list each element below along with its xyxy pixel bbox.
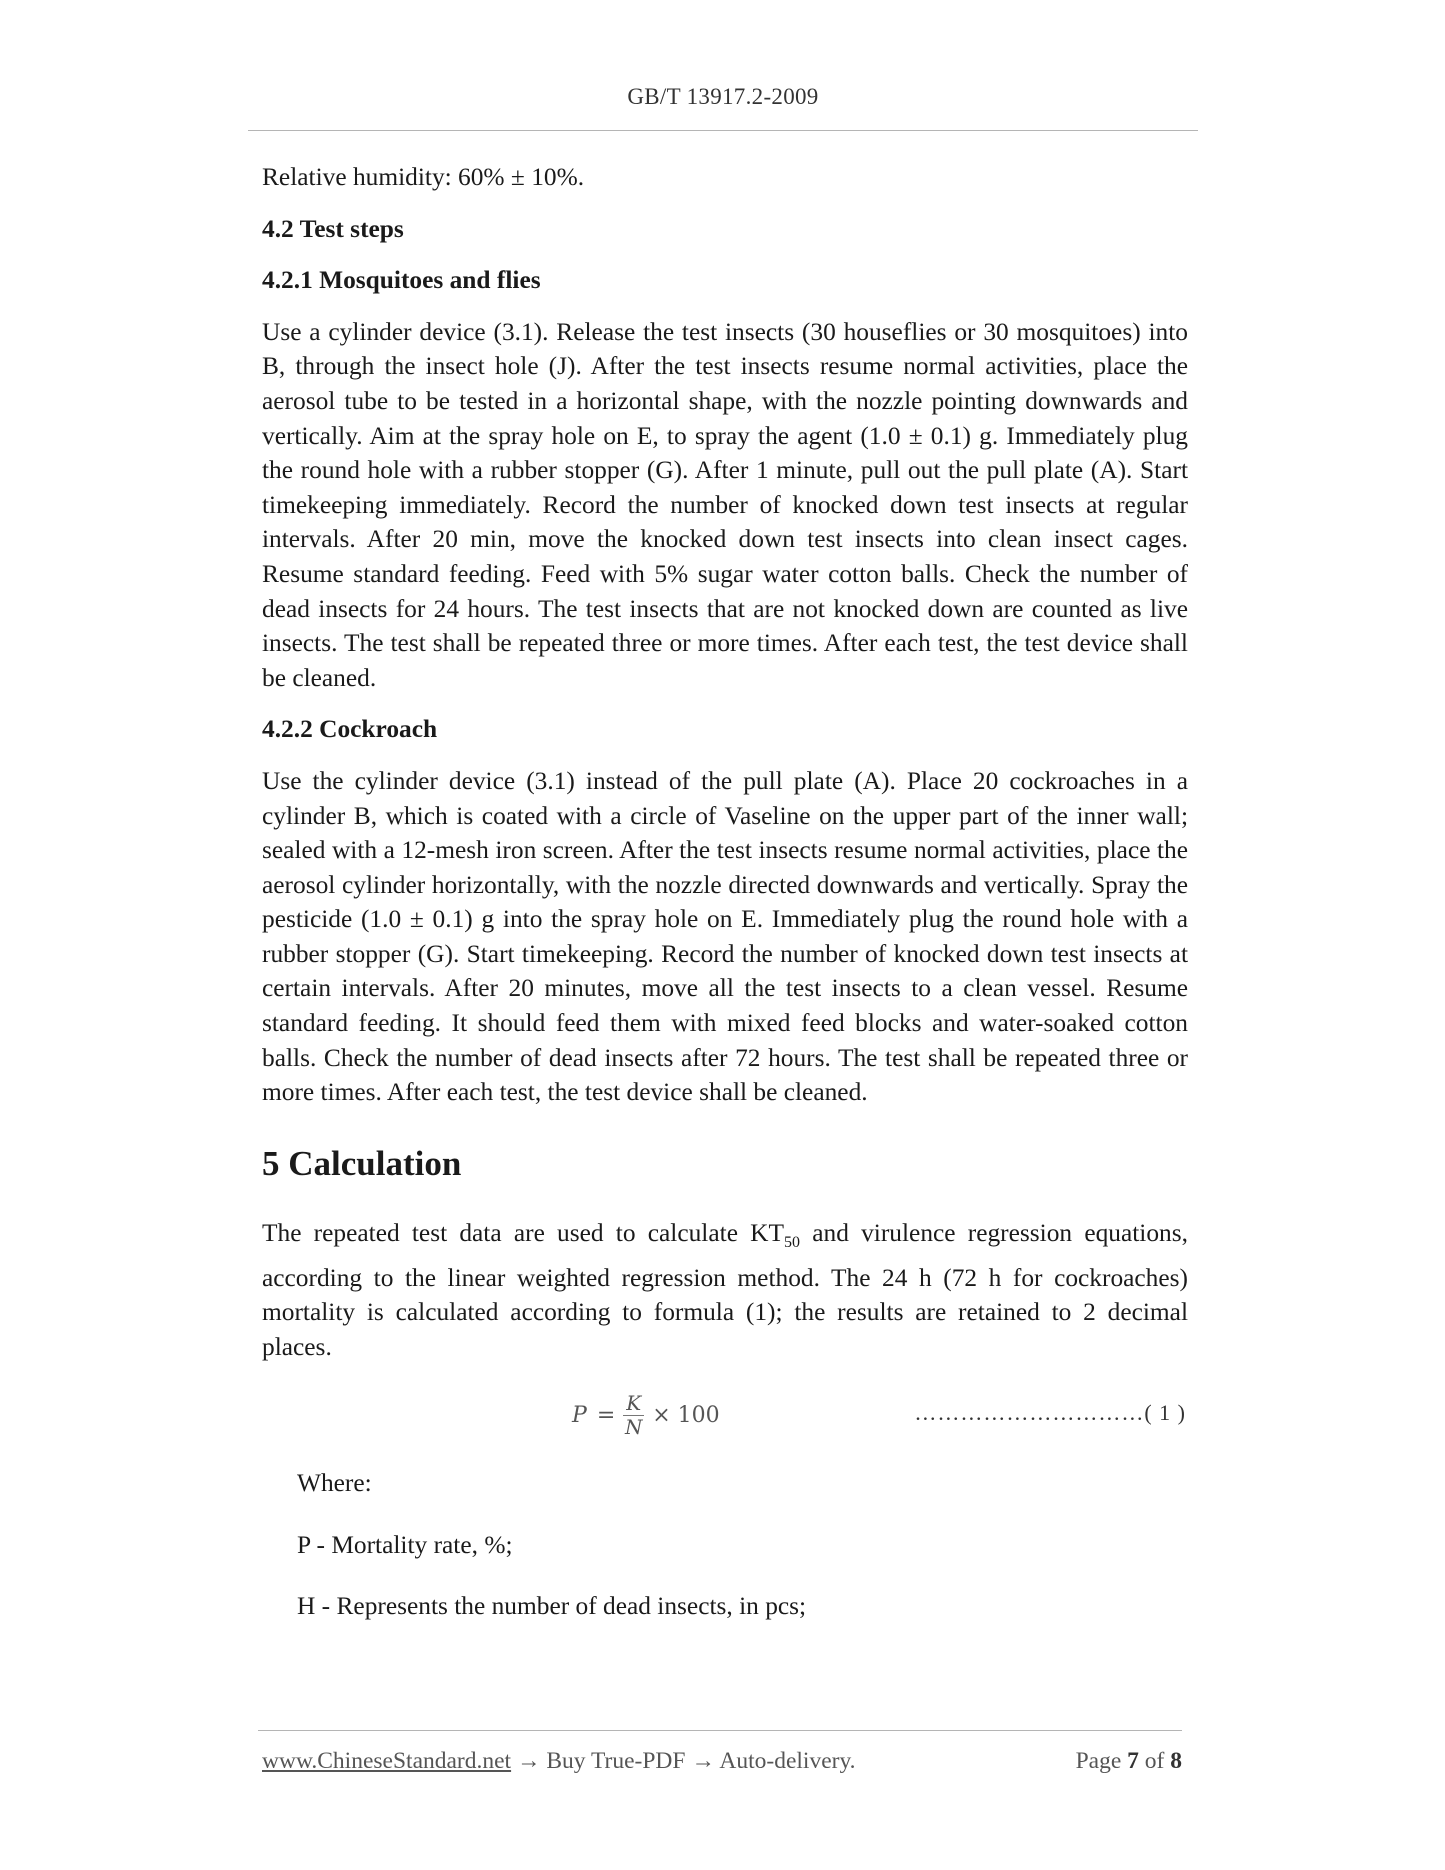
kt-subscript: 50 (784, 1233, 801, 1251)
section-heading-4-2-1: 4.2.1 Mosquitoes and flies (262, 266, 541, 295)
formula-denominator: N (624, 1415, 643, 1440)
section-heading-4-2-2: 4.2.2 Cockroach (262, 715, 438, 744)
page-word: Page (1075, 1748, 1122, 1774)
page-body (262, 160, 1188, 1624)
page-footer (262, 1748, 1182, 1775)
humidity-line: Relative humidity: 60% ± 10%. (262, 163, 585, 191)
where-label: Where: (297, 1469, 372, 1498)
formula-fraction (623, 1392, 644, 1438)
document-header-code: GB/T 13917.2-2009 (627, 84, 819, 109)
definition-p: P - Mortality rate, %; (297, 1530, 513, 1559)
header-divider (248, 130, 1198, 131)
footer-divider (258, 1730, 1182, 1731)
of-word: of (1144, 1748, 1165, 1774)
formula-equals: = (596, 1402, 616, 1428)
paragraph-mosquitoes-flies: Use a cylinder device (3.1). Release the test insects (30 houseflies or 30 mosquitoes) into B, through the insect hole (J). After the test insects resume normal activities, place the aerosol tube to be tested in a horizontal shape, with the nozzle pointing downwards and vertically. Aim at the spray hole on E, to spray the agent (1.0 ± 0.1) g. Immediately plug the round hole with a rubber stopper (G). After 1 minute, pull out the pull plate (A). Start timekeeping immediately. Record the number of knocked down test insects at regular intervals. After 20 min, move the knocked down test insects into clean insect cages. Resume standard feeding. Feed with 5% sugar water cotton balls. Check the number of dead insects for 24 hours. The test insects that are not knocked down are counted as live insects. The test shall be repeated three or more times. After each test, the test device shall be cleaned. (262, 317, 1188, 692)
formula-numerator: K (623, 1392, 644, 1416)
formula-lhs: P (572, 1402, 587, 1428)
site-link[interactable]: www.ChineseStandard.net (262, 1748, 512, 1774)
formula-number: …………………………( 1 ) (914, 1400, 1186, 1426)
section-heading-5: 5 Calculation (262, 1143, 462, 1183)
section-heading-4-2: 4.2 Test steps (262, 214, 404, 243)
footer-left (262, 1748, 856, 1775)
definition-h: H - Represents the number of dead insects, in pcs; (297, 1592, 807, 1621)
mortality-formula (572, 1392, 720, 1438)
formula-1-row (262, 1390, 1188, 1452)
page-total: 8 (1170, 1748, 1182, 1774)
paragraph-calculation-part-2: and virulence regression equations, according to the linear weighted regression method. The 24 h (72 h for cockroaches) mortality is calculated according to formula (1); the results are retained to 2 decimal places. (262, 1218, 1188, 1361)
formula-multiplier: × 100 (652, 1402, 720, 1428)
footer-promo-text: → Buy True-PDF → Auto-delivery. (511, 1748, 856, 1774)
paragraph-calculation-part-1: The repeated test data are used to calculate KT (262, 1218, 785, 1247)
page-indicator (1076, 1748, 1182, 1775)
paragraph-calculation (262, 1216, 1188, 1364)
paragraph-cockroach: Use the cylinder device (3.1) instead of the pull plate (A). Place 20 cockroaches in a cylinder B, which is coated with a circle of Vaseline on the upper part of the inner wall; sealed with a 12-mesh iron screen. After the test insects resume normal activities, place the aerosol cylinder horizontally, with the nozzle directed downwards and vertically. Spray the pesticide (1.0 ± 0.1) g into the spray hole on E. Immediately plug the round hole with a rubber stopper (G). Start timekeeping. Record the number of knocked down test insects at certain intervals. After 20 minutes, move all the test insects to a clean vessel. Resume standard feeding. It should feed them with mixed feed blocks and water-soaked cotton balls. Check the number of dead insects after 72 hours. The test shall be repeated three or more times. After each test, the test device shall be cleaned. (262, 766, 1188, 1107)
page-current: 7 (1127, 1748, 1139, 1774)
